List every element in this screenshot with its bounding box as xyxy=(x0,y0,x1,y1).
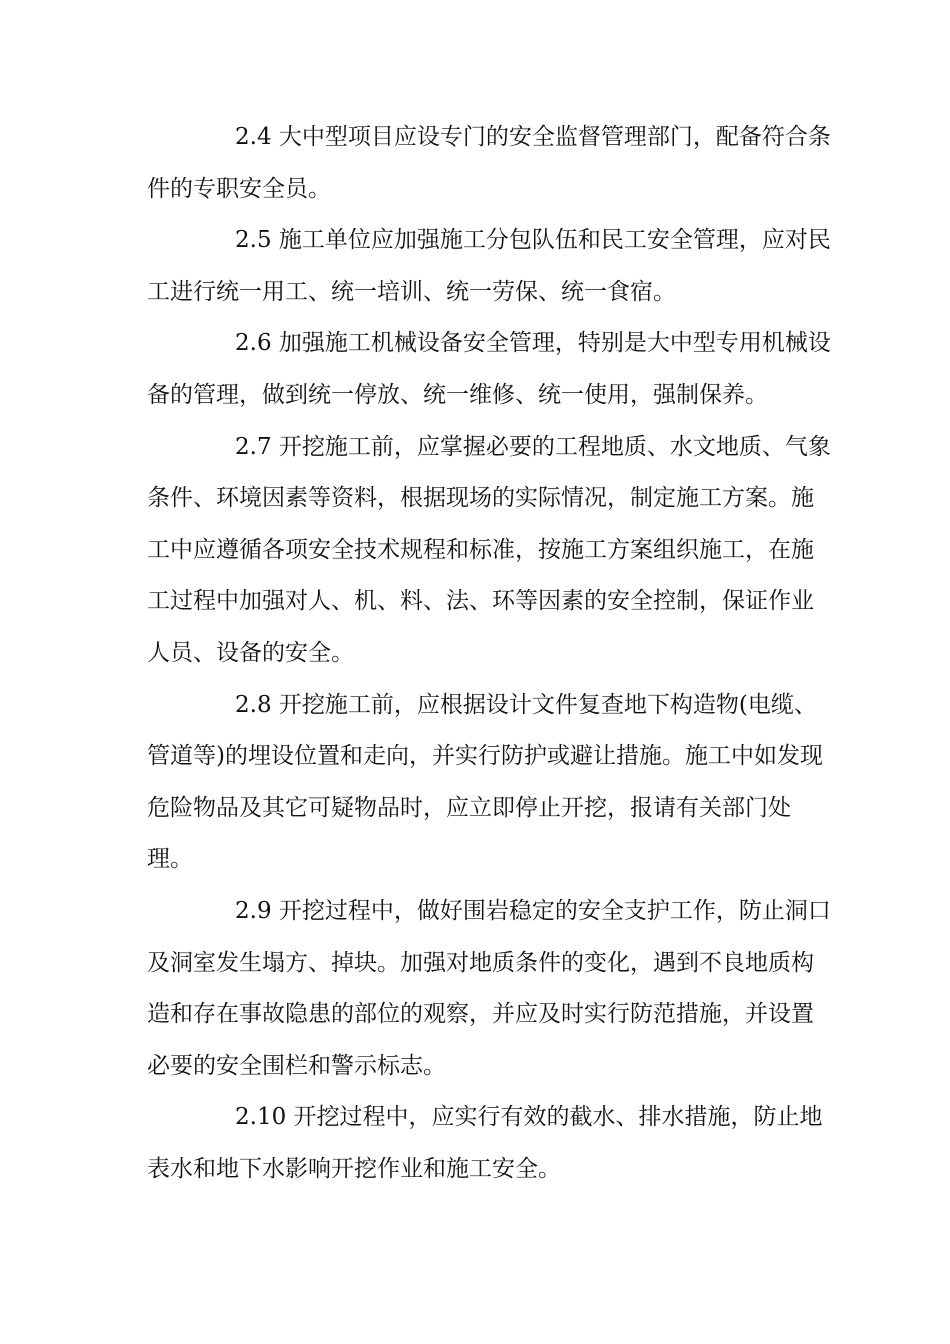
text-line: 2.9 开挖过程中，做好围岩稳定的安全支护工作，防止洞口 xyxy=(235,897,831,924)
text-line: 工过程中加强对人、机、料、法、环等因素的安全控制，保证作业 xyxy=(147,588,814,615)
document-body xyxy=(147,112,831,1195)
text-line: 2.6 加强施工机械设备安全管理，特别是大中型专用机械设 xyxy=(235,330,831,357)
text-line: 理。 xyxy=(147,846,193,873)
text-line: 工中应遵循各项安全技术规程和标准，按施工方案组织施工，在施 xyxy=(147,536,814,563)
text-line: 2.4 大中型项目应设专门的安全监督管理部门，配备符合条 xyxy=(235,124,831,150)
text-line: 2.5 施工单位应加强施工分包队伍和民工安全管理，应对民 xyxy=(235,227,831,254)
text-line: 2.7 开挖施工前，应掌握必要的工程地质、水文地质、气象 xyxy=(235,433,831,460)
text-line: 工进行统一用工、统一培训、统一劳保、统一食宿。 xyxy=(147,278,676,305)
text-line: 件的专职安全员。 xyxy=(147,175,331,202)
text-line: 人员、设备的安全。 xyxy=(147,639,354,666)
text-line: 及洞室发生塌方、掉块。加强对地质条件的变化，遇到不良地质构 xyxy=(147,949,814,976)
text-line: 2.8 开挖施工前，应根据设计文件复查地下构造物(电缆、 xyxy=(235,691,817,718)
text-line: 备的管理，做到统一停放、统一维修、统一使用，强制保养。 xyxy=(147,381,768,408)
text-line: 危险物品及其它可疑物品时，应立即停止开挖，报请有关部门处 xyxy=(147,794,791,821)
text-line: 必要的安全围栏和警示标志。 xyxy=(147,1052,446,1079)
text-line: 2.10 开挖过程中，应实行有效的截水、排水措施，防止地 xyxy=(235,1104,823,1131)
text-line: 表水和地下水影响开挖作业和施工安全。 xyxy=(147,1155,561,1182)
text-line: 管道等)的埋设位置和走向，并实行防护或避让措施。施工中如发现 xyxy=(147,743,823,770)
text-line: 条件、环境因素等资料，根据现场的实际情况，制定施工方案。施 xyxy=(147,485,814,512)
text-line: 造和存在事故隐患的部位的观察，并应及时实行防范措施，并设置 xyxy=(147,1001,814,1028)
